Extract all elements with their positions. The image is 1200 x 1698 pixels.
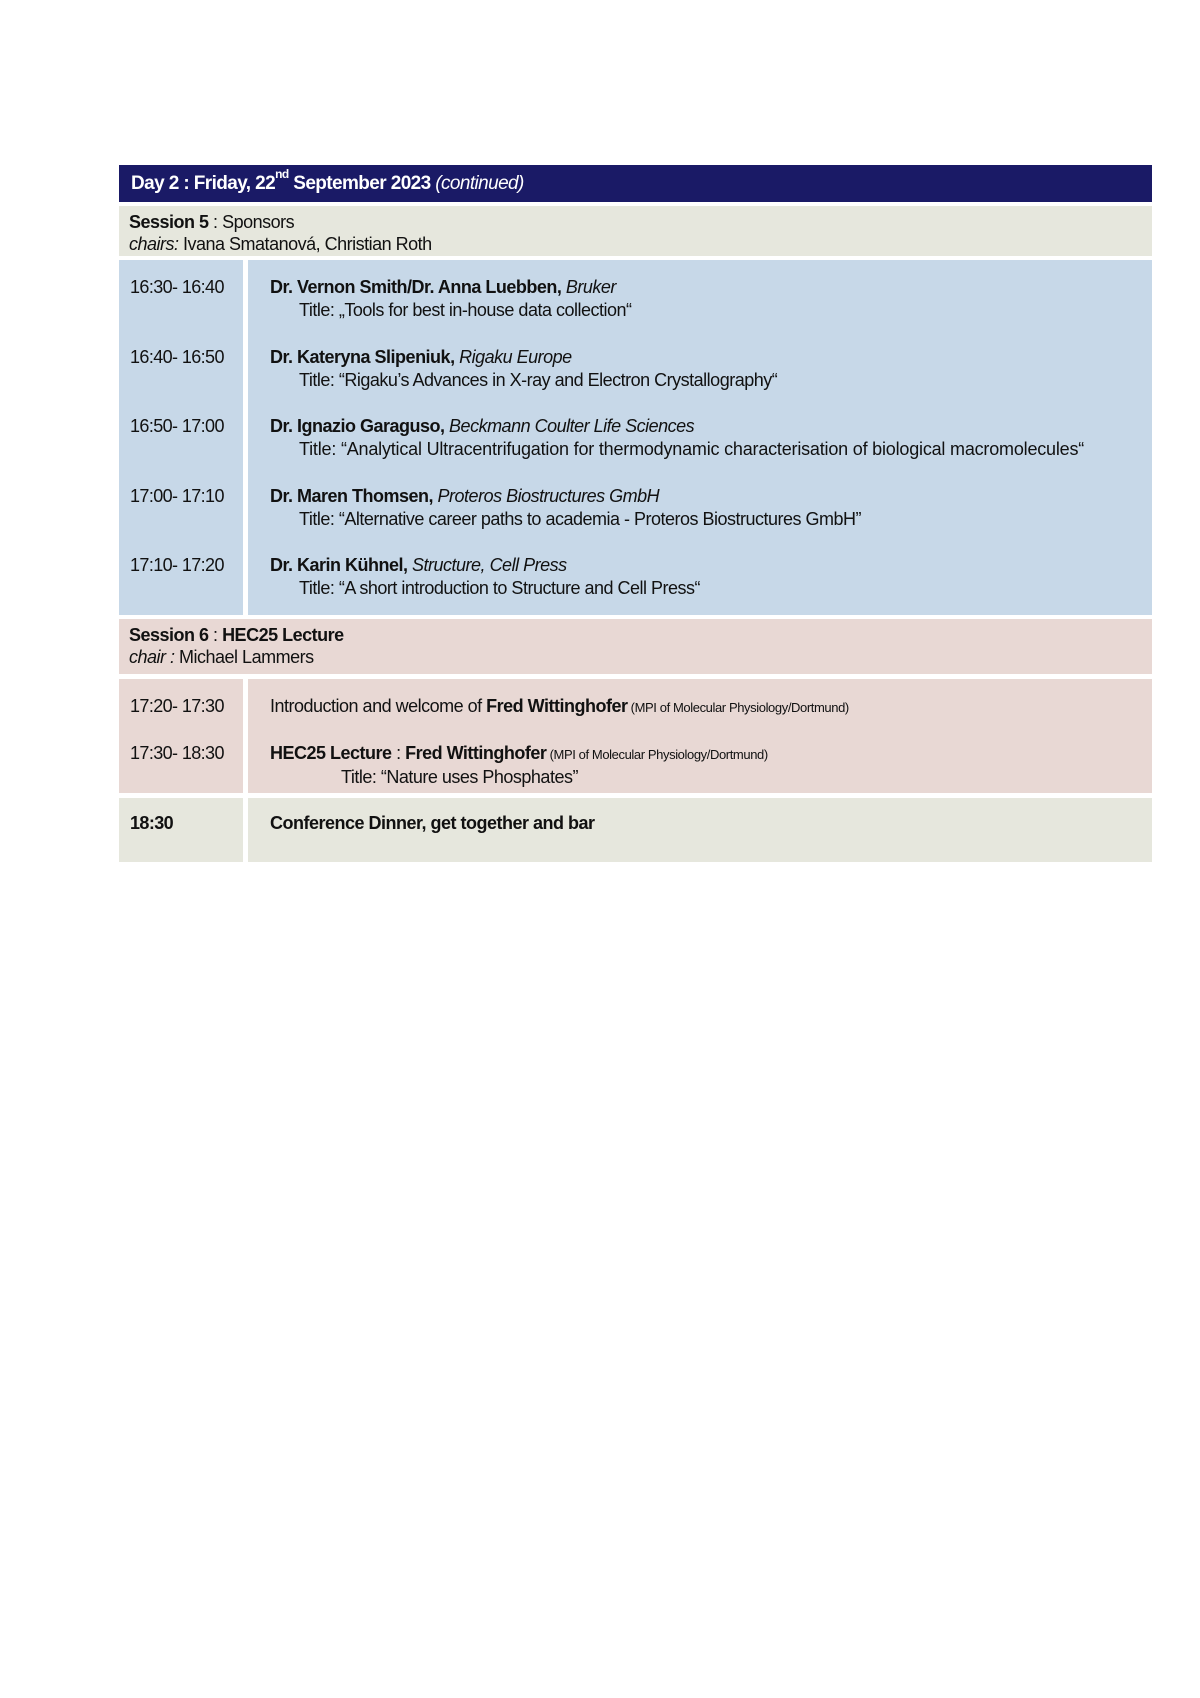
talk-title: Title: “Alternative career paths to academia - Proteros Biostructures GmbH” [299,509,862,529]
talk-time: 17:20- 17:30 [130,696,224,716]
session-5-label: Session 5 [129,212,209,232]
talk-title: Title: “A short introduction to Structure and Cell Press“ [299,578,701,598]
chair-label: chair : [129,647,175,667]
talk-title: Title: “Analytical Ultracentrifugation for thermodynamic characterisation of biological macromolecules“ [299,439,1085,459]
talk-title: Title: “Rigaku’s Advances in X-ray and Electron Crystallography“ [299,370,778,390]
session-5-talks-column [248,260,1152,615]
session-6-talks-column [248,679,1152,793]
speaker-affiliation: Rigaku Europe [454,347,572,367]
speaker-affiliation: Structure, Cell Press [407,555,567,575]
talk-title: Title: “Nature uses Phosphates” [341,767,578,787]
talk-title: Title: „Tools for best in-house data collection“ [299,300,632,320]
continued-note: (continued) [435,173,524,194]
dinner-text: Conference Dinner, get together and bar [270,813,595,833]
day-ordinal: nd [275,166,289,181]
dinner-column [248,798,1152,862]
talk-time: 17:00- 17:10 [130,486,224,506]
speaker-name: Dr. Karin Kühnel, [270,555,408,575]
session-6-label: Session 6 [129,625,209,645]
session-5-time-column [119,260,243,615]
session-5-header [119,206,1152,256]
speaker-name: Dr. Ignazio Garaguso, [270,416,445,436]
talk-entry [270,276,632,322]
chairs-label: chairs: [129,234,179,254]
speaker-name: Dr. Maren Thomsen, [270,486,434,506]
talk-time: 17:30- 18:30 [130,743,224,763]
speaker-affiliation: (MPI of Molecular Physiology/Dortmund) [546,747,768,762]
session-5-name: Sponsors [222,212,295,232]
speaker-affiliation: Beckmann Coulter Life Sciences [444,416,695,436]
talk-time: 16:30- 16:40 [130,277,224,297]
talk-entry [270,485,861,531]
intro-text: Introduction and welcome of [270,696,487,716]
separator: : [391,743,406,763]
day-header [119,165,1152,202]
speaker-affiliation: Proteros Biostructures GmbH [433,486,660,506]
speaker-name: Dr. Kateryna Slipeniuk, [270,347,455,367]
speaker-name: Dr. Vernon Smith/Dr. Anna Luebben, [270,277,562,297]
talk-time: 16:50- 17:00 [130,416,224,436]
intro-entry [270,695,849,719]
separator: : [208,212,223,232]
lecture-label: HEC25 Lecture [270,743,392,763]
talk-entry [270,415,1084,461]
lecture-entry [270,742,768,789]
talk-time: 16:40- 16:50 [130,347,224,367]
talk-entry [270,554,700,600]
day-date: September 2023 [288,173,436,194]
session-6-name: HEC25 Lecture [222,625,344,645]
session-6-time-column [119,679,243,793]
separator: : [208,625,223,645]
talk-entry [270,346,777,392]
speaker-name: Fred Wittinghofer [405,743,547,763]
dinner-time: 18:30 [130,813,174,833]
speaker-name: Fred Wittinghofer [486,696,628,716]
session-5-chairs: Ivana Smatanová, Christian Roth [178,234,432,254]
dinner-time-column [119,798,243,862]
talk-time: 17:10- 17:20 [130,555,224,575]
session-6-header [119,619,1152,674]
session-6-chair: Michael Lammers [174,647,314,667]
speaker-affiliation: (MPI of Molecular Physiology/Dortmund) [627,700,849,715]
day-label: Day 2 : Friday, 22 [131,173,276,194]
speaker-affiliation: Bruker [561,277,616,297]
